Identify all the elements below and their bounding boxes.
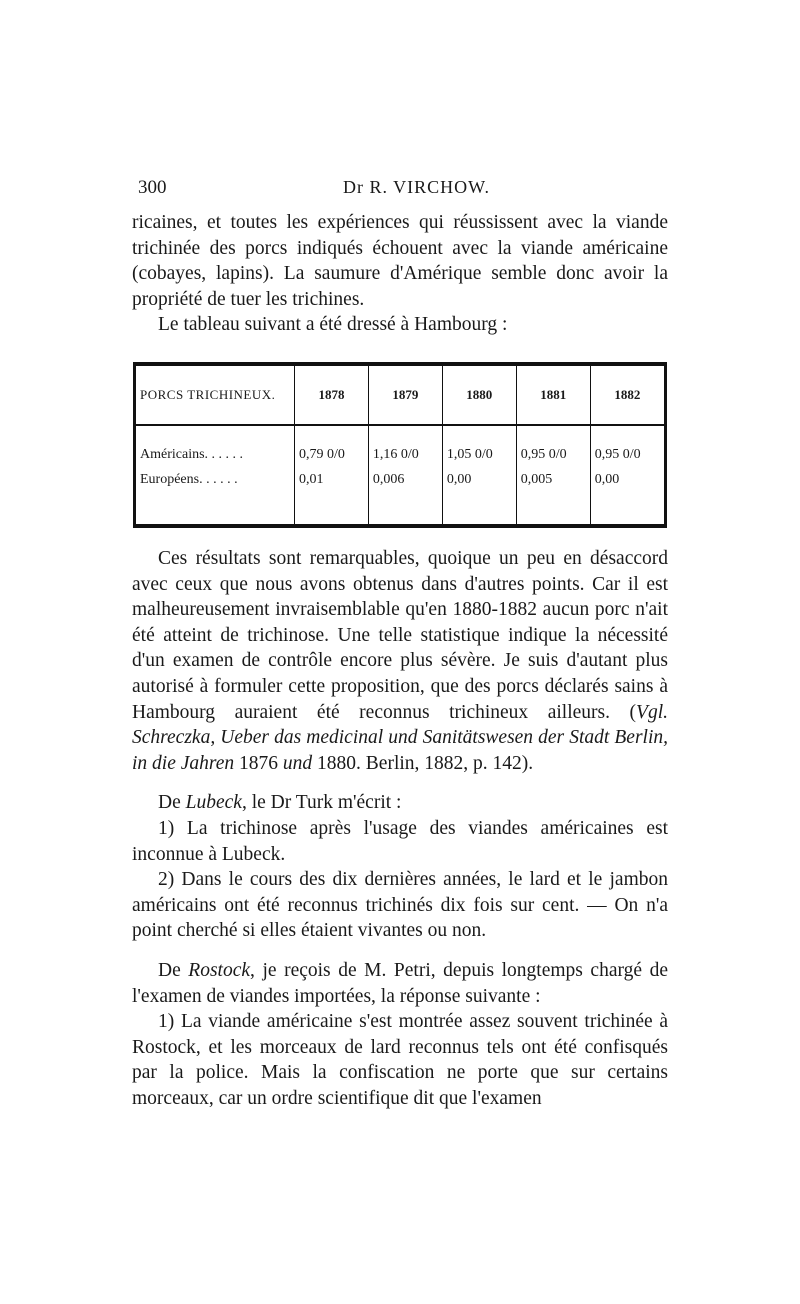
- place-name: Rostock: [188, 959, 251, 981]
- table-row: [135, 425, 666, 468]
- table-cell: 0,00: [590, 468, 665, 493]
- running-head: Dr R. VIRCHOW.: [343, 177, 491, 197]
- rostock-item-1: 1) La viande américaine s'est montrée assez souvent trichinée à Rostock, et les morceaux de lard reconnus tels ont été confisqués par la police. Mais la confiscation ne porte que sur certains morceaux, car un ordre scientifique dit que l'examen: [132, 1011, 668, 1109]
- table-cell: 0,005: [516, 468, 590, 493]
- table-cell: 1,16 0/0: [368, 425, 442, 468]
- citation: Vgl. Schreczka, Ueber das medicinal und Sanitätswesen der Stadt Berlin, in die Jahren: [132, 701, 668, 774]
- table-cell: 1,05 0/0: [442, 425, 516, 468]
- table-header-year: 1878: [295, 364, 369, 425]
- page-header: [138, 177, 668, 205]
- table-row: [135, 468, 666, 493]
- table-header-year: 1879: [368, 364, 442, 425]
- table-cell: 0,006: [368, 468, 442, 493]
- table-cell: 0,01: [295, 468, 369, 493]
- table-cell: 0,95 0/0: [516, 425, 590, 468]
- table-intro: Le tableau suivant a été dressé à Hambourg :: [158, 314, 508, 336]
- paragraph-results: Ces résultats sont remarquables, quoique un peu en désaccord avec ceux que nous avons obtenus dans d'autres points. Car il est malheureusement invraisemblable qu'en 1880-1882 aucun porc n'ait été atteint de trichinose. Une telle statistique indique la nécessité d'un examen de contrôle encore plus sévère. Je suis d'autant plus autorisé à formuler cette proposition, que des porcs déclarés sains à Hambourg auraient été reconnus trichineux ailleurs. (Vgl. Schreczka, Ueber das medicinal und Sanitätswesen der Stadt Berlin, in die Jahren 1876 und 1880. Berlin, 1882, p. 142).: [132, 548, 668, 774]
- lubeck-item-1: 1) La trichinose après l'usage des viandes américaines est inconnue à Lubeck.: [132, 817, 668, 865]
- table-cell: 0,95 0/0: [590, 425, 665, 468]
- table-cell: 0,79 0/0: [295, 425, 369, 468]
- page-number: 300: [138, 177, 167, 198]
- table-header-label: PORCS TRICHINEUX.: [135, 364, 295, 425]
- place-name: Lubeck: [185, 792, 242, 814]
- lubeck-item-2: 2) Dans le cours des dix dernières années, le lard et le jambon américains ont été reconnus trichinés dix fois sur cent. — On n'a point cherché si elles étaient vivantes ou non.: [132, 869, 668, 942]
- paragraph-rostock: De Rostock, je reçois de M. Petri, depuis longtemps chargé de l'examen de viandes importées, la réponse suivante :: [132, 959, 668, 1007]
- intro-text: [132, 210, 668, 338]
- main-text: [132, 546, 668, 1111]
- row-label: Américains. . . . . .: [140, 447, 244, 463]
- table-cell: 0,00: [442, 468, 516, 493]
- table-header-year: 1882: [590, 364, 665, 425]
- row-label: Européens. . . . . .: [140, 472, 238, 488]
- paragraph-lubeck: De Lubeck, le Dr Turk m'écrit :: [158, 792, 402, 814]
- table-header-year: 1880: [442, 364, 516, 425]
- trichinosis-table: [133, 362, 667, 528]
- table-header-year: 1881: [516, 364, 590, 425]
- paragraph-continuation: ricaines, et toutes les expériences qui réussissent avec la viande trichinée des porcs indiqués échouent avec la viande américaine (cobayes, lapins). La saumure d'Amérique semble donc avoir la propriété de tuer les trichines.: [132, 212, 668, 310]
